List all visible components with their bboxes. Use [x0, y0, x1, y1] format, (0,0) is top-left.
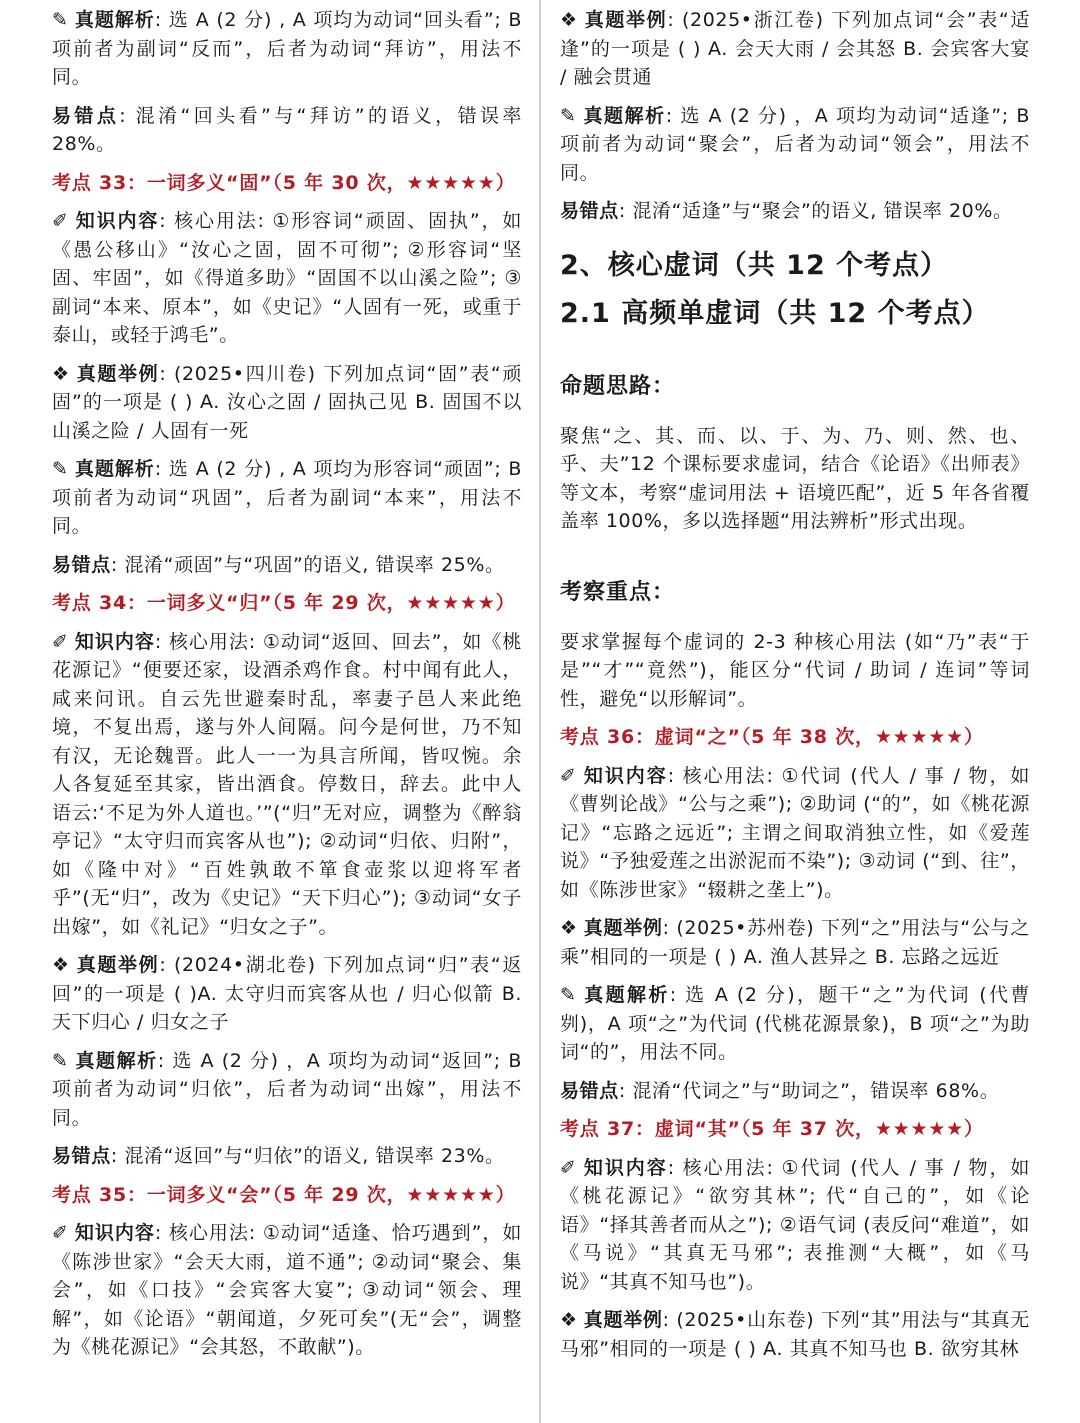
exam-point-heading-35: 考点 35：一词多义“会”（5 年 29 次，★★★★★） — [52, 1183, 516, 1206]
proposition-paragraph: 聚焦“之、其、而、以、于、为、乃、则、然、也、乎、夫”12 个课标要求虚词，结合《论语》《出师表》等文本，考察“虚词用法 + 语境匹配”，近 5 年各省覆盖率 100%，多以选择题“用法辨析”形式出现。 — [560, 424, 1030, 532]
diamond-icon: ❖ — [52, 954, 70, 976]
pen-icon: ✐ — [52, 1222, 69, 1244]
pencil-icon: ✎ — [560, 104, 577, 127]
focus-paragraph: 要求掌握每个虚词的 2-3 种核心用法 (如“乃”表“于是”“才”“竟然”)，能区分“代词 / 助词 / 连词”等词性，避免“以形解词”。 — [560, 630, 1030, 710]
pencil-icon: ✎ — [52, 9, 69, 31]
exam-point-heading-33: 考点 33：一词多义“固”（5 年 30 次，★★★★★） — [52, 171, 516, 194]
focus-heading: 考察重点： — [560, 579, 676, 605]
exam-point-heading-34: 考点 34：一词多义“归”（5 年 29 次，★★★★★） — [52, 592, 516, 614]
error-point-paragraph: 易错点: 混淆“代词之”与“助词之”，错误率 68%。 — [560, 1079, 1000, 1102]
error-point-paragraph: 易错点: 混淆“适逢”与“聚会”的语义, 错误率 20%。 — [560, 200, 1013, 222]
example-paragraph: ❖ 真题举例: (2025•苏州卷) 下列“之”用法与“公与之乘”相同的一项是 ( ) A. 渔人甚异之 B. 忘路之远近 — [560, 914, 1030, 971]
proposition-heading: 命题思路： — [560, 373, 676, 399]
subsection-heading: 2.1 高频单虚词（共 12 个考点） — [560, 297, 990, 329]
analysis-paragraph: ✎ 真题解析: 选 A (2 分)，题干“之”为代词 (代曹刿)，A 项“之”为代词 (代桃花源景象)，B 项“之”为助词“的”，用法不同。 — [560, 981, 1030, 1067]
pencil-icon: ✎ — [560, 984, 577, 1006]
diamond-icon: ❖ — [52, 362, 70, 385]
analysis-paragraph: ✎ 真题解析: 选 A (2 分) ，A 项均为动词“返回”; B 项前者为动词“归依”，后者为动词“出嫁”，用法不同。 — [52, 1047, 522, 1133]
pen-icon: ✐ — [560, 764, 577, 787]
diamond-icon: ❖ — [560, 917, 578, 939]
section-heading: 2、核心虚词（共 12 个考点） — [560, 249, 949, 281]
exam-point-heading-37: 考点 37：虚词“其”（5 年 37 次，★★★★★） — [560, 1118, 984, 1140]
analysis-paragraph: ✎ 真题解析: 选 A (2 分) , A 项均为动词“回头看”; B 项前者为副词“反而”，后者为动词“拜访”，用法不同。 — [52, 6, 522, 92]
exam-point-heading-36: 考点 36：虚词“之”（5 年 38 次，★★★★★） — [560, 726, 984, 748]
knowledge-paragraph: ✐ 知识内容: 核心用法: ①代词 (代人 / 事 / 物，如《桃花源记》“欲穷其林”; 代“自己的”，如《论语》“择其善者而从之”); ②语气词 (表反问“难道”，如《马说》“其真无马邪”; 表推测“大概”，如《马说》“其真不知马也”)。 — [560, 1154, 1030, 1297]
diamond-icon: ❖ — [560, 1309, 578, 1331]
analysis-paragraph: ✎ 真题解析: 选 A (2 分) , A 项均为形容词“顽固”; B 项前者为动词“巩固”，后者为副词“本来”，用法不同。 — [52, 455, 522, 541]
knowledge-paragraph: ✐ 知识内容: 核心用法: ①代词 (代人 / 事 / 物，如《曹刿论战》“公与之乘”); ②助词 (“的”，如《桃花源记》“忘路之远近”; 主谓之间取消独立性，如《爱莲说》“予独爱莲之出淤泥而不染”); ③动词 (“到、往”，如《陈涉世家》“辍耕之垄上”)。 — [560, 762, 1030, 905]
column-divider — [539, 0, 541, 1423]
pencil-icon: ✎ — [52, 458, 69, 480]
knowledge-paragraph: ✐ 知识内容: 核心用法: ①动词“返回、回去”，如《桃花源记》“便要还家，设酒杀鸡作食。村中闻有此人，咸来问讯。自云先世避秦时乱，率妻子邑人来此绝境，不复出焉，遂与外人间隔。问今是何世，乃不知有汉，无论魏晋。此人一一为具言所闻，皆叹惋。余人各复延至其家，皆出酒食。停数日，辞去。此中人语云:‘不足为外人道也。’”(“归”无对应，调整为《醉翁亭记》“太守归而宾客从也”); ②动词“归依、归附”，如《隆中对》“百姓孰敢不箪食壶浆以迎将军者乎”(无“归”，改为《史记》“天下归心”); ③动词“女子出嫁”，如《礼记》“归女之子”。 — [52, 628, 522, 942]
pen-icon: ✐ — [52, 210, 69, 232]
left-column — [52, 0, 522, 1372]
error-point-paragraph: 易错点: 混淆“返回”与“归依”的语义, 错误率 23%。 — [52, 1145, 505, 1167]
right-column — [560, 0, 1030, 1373]
example-paragraph: ❖ 真题举例: (2025•浙江卷) 下列加点词“会”表“适逢”的一项是 ( ) A. 会天大雨 / 会其怒 B. 会宾客大宴 / 融会贯通 — [560, 6, 1030, 92]
error-point-paragraph: 易错点: 混淆“回头看”与“拜访”的语义，错误率 28%。 — [52, 104, 522, 155]
pencil-icon: ✎ — [52, 1049, 69, 1072]
example-paragraph: ❖ 真题举例: (2025•四川卷) 下列加点词“固”表“顽固”的一项是 ( ) A. 汝心之固 / 固执己见 B. 固国不以山溪之险 / 人固有一死 — [52, 360, 522, 446]
example-paragraph: ❖ 真题举例: (2024•湖北卷) 下列加点词“归”表“返回”的一项是 ( )A. 太守归而宾客从也 / 归心似箭 B. 天下归心 / 归女之子 — [52, 951, 522, 1037]
pen-icon: ✐ — [560, 1156, 577, 1179]
analysis-paragraph: ✎ 真题解析: 选 A (2 分) ，A 项均为动词“适逢”; B 项前者为动词“聚会”，后者为动词“领会”，用法不同。 — [560, 102, 1030, 188]
knowledge-paragraph: ✐ 知识内容: 核心用法: ①形容词“顽固、固执”，如《愚公移山》“汝心之固，固不可彻”; ②形容词“坚固、牢固”，如《得道多助》“固国不以山溪之险”; ③副词“本来、原本”，如《史记》“人固有一死，或重于泰山，或轻于鸿毛”。 — [52, 207, 522, 350]
knowledge-paragraph: ✐ 知识内容: 核心用法: ①动词“适逢、恰巧遇到”，如《陈涉世家》“会天大雨，道不通”; ②动词“聚会、集会”，如《口技》“会宾客大宴”; ③动词“领会、理解”，如《论语》“朝闻道，夕死可矣”(无“会”，调整为《桃花源记》“会其怒，不敢献”)。 — [52, 1219, 522, 1362]
diamond-icon: ❖ — [560, 9, 578, 31]
pen-icon: ✐ — [52, 630, 69, 653]
example-paragraph: ❖ 真题举例: (2025•山东卷) 下列“其”用法与“其真无马邪”相同的一项是 ( ) A. 其真不知马也 B. 欲穷其林 — [560, 1306, 1030, 1363]
error-point-paragraph: 易错点: 混淆“顽固”与“巩固”的语义, 错误率 25%。 — [52, 553, 505, 576]
